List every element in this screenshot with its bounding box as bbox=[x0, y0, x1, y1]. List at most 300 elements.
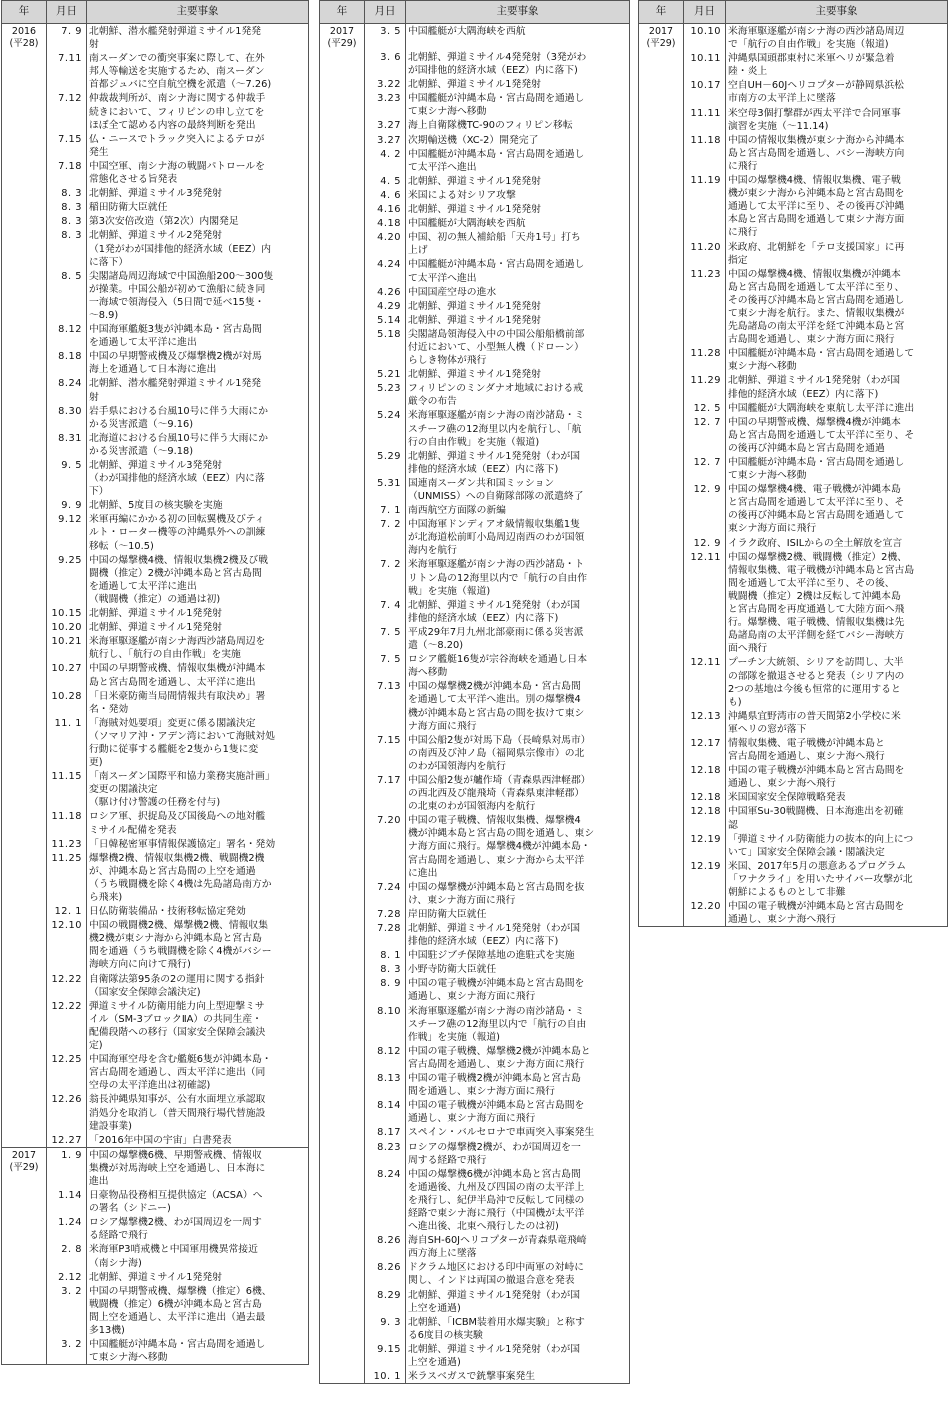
date-cell: 11.18 bbox=[47, 809, 87, 836]
date-cell: 7. 2 bbox=[365, 557, 406, 597]
date-cell: 2.12 bbox=[47, 1270, 87, 1284]
event-text: 中国の戦闘機2機、爆撃機2機、情報収集 機2機が東シナ海から沖縄本島と宮古島 間を通過（うち戦闘機を除く4機がバシー 海峡方向に向けて飛行) bbox=[87, 918, 309, 971]
event-text: 岩手県における台風10号に伴う大雨にか かる災害派遣（〜9.16) bbox=[87, 404, 309, 431]
event-text: スペイン・バルセロナで車両突入事案発生 bbox=[406, 1125, 630, 1139]
year-cell bbox=[2, 431, 47, 458]
event-text: 中国艦艇が沖縄本島・宮古島間を通過し て太平洋へ進出 bbox=[406, 147, 630, 174]
event-text: 米海軍駆逐艦が南シナ海の南沙諸島・ミ スチーフ礁の12海里以内を航行し、「航 行の自由作戦」を実施（報道) bbox=[406, 408, 630, 448]
event-text: 南西航空方面隊の新編 bbox=[406, 503, 630, 517]
event-row bbox=[639, 133, 948, 173]
event-text: 米国による対シリア攻撃 bbox=[406, 188, 630, 202]
date-cell: 9. 3 bbox=[365, 1315, 406, 1342]
event-text: ドクラム地区における印中両軍の対峙に 関し、インドは両国の撤退合意を発表 bbox=[406, 1260, 630, 1287]
event-row bbox=[2, 1052, 309, 1092]
event-row bbox=[2, 91, 309, 131]
date-cell: 12. 7 bbox=[684, 455, 726, 482]
event-text: 中国の電子戦機、情報収集機、爆撃機4 機が沖縄本島と宮古島の間を通過し、東シ ナ海方面に飛行。爆撃機4機が沖縄本島・ 宮古島間を通過し、東シナ海から太平洋 に進出 bbox=[406, 813, 630, 879]
year-cell bbox=[2, 904, 47, 918]
year-cell bbox=[320, 381, 365, 408]
year-header: 年 bbox=[2, 1, 47, 24]
event-row bbox=[639, 899, 948, 927]
event-row bbox=[2, 458, 309, 498]
year-cell bbox=[320, 679, 365, 732]
date-cell: 12.11 bbox=[684, 550, 726, 656]
year-cell bbox=[639, 536, 684, 550]
event-text: 北朝鮮、弾道ミサイル1発発射 bbox=[406, 299, 630, 313]
date-cell: 7.11 bbox=[47, 51, 87, 91]
event-text: 中国の爆撃機2機、戦闘機（推定）2機、 情報収集機、電子戦機が沖縄本島と宮古島 間を通過して太平洋に至り、その後、 戦闘機（推定）2機は反転して沖縄本島 と宮古島間を再度通過して大陸方面へ飛 行。爆撃機、電子戦機、情報収集機は先 島諸島南の太平洋側を経てバシー海峡方 面へ飛行 bbox=[726, 550, 948, 656]
event-row bbox=[2, 809, 309, 836]
date-cell: 12.26 bbox=[47, 1092, 87, 1132]
event-row bbox=[320, 976, 630, 1003]
event-text: 中国の電子戦機が沖縄本島と宮古島間を 通過し、東シナ海へ飛行 bbox=[726, 763, 948, 790]
event-text: 中国艦艇が沖縄本島・宮古島間を通過し て東シナ海へ移動 bbox=[87, 1337, 309, 1365]
event-row bbox=[2, 769, 309, 809]
date-cell: 5.23 bbox=[365, 381, 406, 408]
event-text: 中国の爆撃機4機、電子戦機が沖縄本島 と宮古島間を通過して太平洋に至り、そ の後再び沖縄本島と宮古島間を通過して 東シナ海方面に飛行 bbox=[726, 482, 948, 535]
event-text: 中国の爆撃機4機、情報収集機2機及び戦 闘機（推定）2機が沖縄本島と宮古島間 を通過して太平洋に進出 （戦闘機（推定）の通過は初) bbox=[87, 553, 309, 606]
year-cell bbox=[639, 455, 684, 482]
event-text: 中国、初の無人補給船「天舟1号」打ち 上げ bbox=[406, 230, 630, 257]
event-row bbox=[639, 536, 948, 550]
event-text: 稲田防衛大臣就任 bbox=[87, 200, 309, 214]
event-row bbox=[320, 408, 630, 448]
year-cell bbox=[320, 299, 365, 313]
event-row bbox=[639, 267, 948, 347]
event-row bbox=[2, 214, 309, 228]
event-row bbox=[2, 1337, 309, 1365]
event-row bbox=[639, 401, 948, 415]
date-cell: 12. 7 bbox=[684, 415, 726, 455]
year-cell bbox=[639, 550, 684, 656]
year-cell bbox=[320, 1342, 365, 1369]
year-cell bbox=[2, 553, 47, 606]
event-row bbox=[2, 228, 309, 268]
event-text: 中国公船2隻が対馬下島（長崎県対馬市） の南西及び沖ノ島（福岡県宗像市）の北 のわが国領海内を航行 bbox=[406, 733, 630, 773]
event-row bbox=[320, 174, 630, 188]
event-row bbox=[2, 24, 309, 52]
event-text: 米政府、北朝鮮を「テロ支援国家」に再 指定 bbox=[726, 240, 948, 267]
year-cell bbox=[2, 716, 47, 769]
event-text: ロシア軍、択捉島及び国後島への地対艦 ミサイル配備を発表 bbox=[87, 809, 309, 836]
year-cell bbox=[320, 880, 365, 907]
date-cell: 12.19 bbox=[684, 859, 726, 899]
event-row bbox=[2, 1092, 309, 1132]
event-row bbox=[320, 1044, 630, 1071]
event-text: 北朝鮮、弾道ミサイル3発発射 （わが国排他的経済水域（EEZ）内に落 下） bbox=[87, 458, 309, 498]
event-row bbox=[2, 512, 309, 552]
event-text: 北朝鮮、弾道ミサイル1発発射 bbox=[406, 202, 630, 216]
event-row bbox=[320, 230, 630, 257]
event-text: 北朝鮮、弾道ミサイル1発発射（わが国 上空を通過) bbox=[406, 1288, 630, 1315]
date-cell: 11.28 bbox=[684, 346, 726, 373]
event-row bbox=[320, 1167, 630, 1233]
year-cell bbox=[320, 327, 365, 367]
event-text: 中国の早期警戒機、爆撃機4機が沖縄本 島と宮古島間を通過して太平洋に至り、そ の後再び沖縄本島と宮古島間を通過 bbox=[726, 415, 948, 455]
event-row bbox=[2, 322, 309, 349]
event-text: 中国の電子戦機、爆撃機2機が沖縄本島と 宮古島間を通過し、東シナ海方面に飛行 bbox=[406, 1044, 630, 1071]
event-row bbox=[320, 813, 630, 879]
event-text: 南スーダンでの衝突事案に際して、在外 邦人等輸送を実施するため、南スーダン 首都ジュバに空自航空機を派遣（〜7.26) bbox=[87, 51, 309, 91]
event-row bbox=[320, 679, 630, 732]
year-cell bbox=[639, 804, 684, 831]
event-row bbox=[320, 285, 630, 299]
year-cell bbox=[320, 133, 365, 147]
event-row bbox=[320, 948, 630, 962]
event-row bbox=[2, 1242, 309, 1269]
year-cell bbox=[2, 620, 47, 634]
date-cell: 8.18 bbox=[47, 349, 87, 376]
year-cell bbox=[639, 267, 684, 347]
event-row bbox=[320, 625, 630, 652]
year-cell bbox=[320, 174, 365, 188]
date-cell: 8.26 bbox=[365, 1260, 406, 1287]
year-cell: 2017 (平29) bbox=[639, 24, 684, 52]
event-text: 中国海軍艦艇3隻が沖縄本島・宮古島間 を通過して太平洋に進出 bbox=[87, 322, 309, 349]
event-text: 国連南スーダン共和国ミッション （UNMISS）への自衛隊部隊の派遣終了 bbox=[406, 476, 630, 503]
year-header: 年 bbox=[639, 1, 684, 24]
year-cell bbox=[639, 401, 684, 415]
date-cell: 8.13 bbox=[365, 1071, 406, 1098]
year-cell bbox=[639, 736, 684, 763]
event-row bbox=[320, 449, 630, 476]
date-cell: 12.18 bbox=[684, 804, 726, 831]
event-row bbox=[2, 200, 309, 214]
event-text: 日仏防衛装備品・技術移転協定発効 bbox=[87, 904, 309, 918]
event-text: 平成29年7月九州北部豪雨に係る災害派 遣（〜8.20) bbox=[406, 625, 630, 652]
year-cell bbox=[320, 813, 365, 879]
event-row bbox=[320, 557, 630, 597]
date-cell: 8. 3 bbox=[365, 962, 406, 976]
year-cell bbox=[2, 1270, 47, 1284]
year-cell bbox=[320, 1260, 365, 1287]
event-text: 小野寺防衛大臣就任 bbox=[406, 962, 630, 976]
date-cell: 11. 1 bbox=[47, 716, 87, 769]
date-cell: 9.15 bbox=[365, 1342, 406, 1369]
date-cell: 10.20 bbox=[47, 620, 87, 634]
event-text: 米海軍駆逐艦が南シナ海の西沙諸島周辺 で「航行の自由作戦」を実施（報道) bbox=[726, 24, 948, 52]
year-cell bbox=[320, 408, 365, 448]
date-cell: 3. 2 bbox=[47, 1337, 87, 1365]
year-cell bbox=[320, 188, 365, 202]
event-row bbox=[320, 907, 630, 921]
year-cell bbox=[320, 921, 365, 948]
event-text: 情報収集機、電子戦機が沖縄本島と 宮古島間を通過し、東シナ海へ飛行 bbox=[726, 736, 948, 763]
date-cell: 8.10 bbox=[365, 1004, 406, 1044]
event-row bbox=[320, 1260, 630, 1287]
date-cell: 11.25 bbox=[47, 851, 87, 904]
event-text: 尖閣諸島領海侵入中の中国公船船橋前部 付近において、小型無人機（ドローン） らしき物体が飛行 bbox=[406, 327, 630, 367]
event-text: 中国の早期警戒機、爆撃機（推定）6機、 戦闘機（推定）6機が沖縄本島と宮古島 間上空を通過し、太平洋に進出（過去最 多13機) bbox=[87, 1284, 309, 1337]
date-cell: 4.16 bbox=[365, 202, 406, 216]
event-text: 中国艦艇が沖縄本島・宮古島間を通過し て東シナ海へ移動 bbox=[726, 455, 948, 482]
date-cell: 12. 9 bbox=[684, 482, 726, 535]
date-cell: 4.20 bbox=[365, 230, 406, 257]
year-cell bbox=[320, 625, 365, 652]
date-cell: 12.10 bbox=[47, 918, 87, 971]
date-cell: 9. 9 bbox=[47, 498, 87, 512]
date-cell: 8.31 bbox=[47, 431, 87, 458]
year-cell bbox=[320, 1315, 365, 1342]
date-cell: 8. 3 bbox=[47, 186, 87, 200]
event-row bbox=[639, 78, 948, 105]
date-cell: 3.23 bbox=[365, 91, 406, 118]
date-cell: 8. 9 bbox=[365, 976, 406, 1003]
event-text: 北朝鮮、弾道ミサイル1発発射 bbox=[406, 77, 630, 91]
event-row bbox=[320, 24, 630, 51]
event-text: 中国艦艇が大隅海峡を西航 bbox=[406, 216, 630, 230]
event-row bbox=[320, 367, 630, 381]
year-cell bbox=[320, 1140, 365, 1167]
date-cell: 12.18 bbox=[684, 790, 726, 804]
event-row bbox=[320, 1125, 630, 1139]
year-cell bbox=[2, 809, 47, 836]
event-row bbox=[2, 376, 309, 403]
date-cell: 4.29 bbox=[365, 299, 406, 313]
event-row bbox=[320, 880, 630, 907]
year-cell bbox=[639, 790, 684, 804]
event-row bbox=[320, 652, 630, 679]
year-cell bbox=[2, 51, 47, 91]
date-cell: 5.21 bbox=[365, 367, 406, 381]
event-row bbox=[320, 91, 630, 118]
event-row bbox=[320, 1098, 630, 1125]
event-text: 自衛隊法第95条の2の運用に関する指針 （国家安全保障会議決定) bbox=[87, 972, 309, 999]
event-text: 北朝鮮、弾道ミサイル1発発射 bbox=[406, 174, 630, 188]
date-cell: 7. 5 bbox=[365, 625, 406, 652]
event-text: 「日韓秘密軍事情報保護協定」署名・発効 bbox=[87, 837, 309, 851]
year-cell bbox=[320, 1288, 365, 1315]
date-cell: 9. 5 bbox=[47, 458, 87, 498]
event-text: 海上自衛隊機TC-90のフィリピン移転 bbox=[406, 118, 630, 132]
event-row bbox=[639, 859, 948, 899]
event-row bbox=[2, 837, 309, 851]
event-text: 米空母3個打撃群が西太平洋で合同軍事 演習を実施（〜11.14) bbox=[726, 106, 948, 133]
event-row bbox=[320, 77, 630, 91]
year-cell bbox=[320, 257, 365, 284]
year-cell bbox=[2, 1092, 47, 1132]
date-cell: 8. 3 bbox=[47, 200, 87, 214]
date-header: 月日 bbox=[684, 1, 726, 24]
event-row bbox=[320, 1004, 630, 1044]
year-cell bbox=[320, 517, 365, 557]
event-row bbox=[320, 381, 630, 408]
event-text: 中国の爆撃機6機、早期警戒機、情報収 集機が対馬海峡上空を通過し、日本海に 進出 bbox=[87, 1147, 309, 1188]
event-text: 北朝鮮、弾道ミサイル1発発射（わが国 排他的経済水域（EEZ）内に落下) bbox=[406, 921, 630, 948]
event-text: ロシアの爆撃機2機が、わが国周辺を一 周する経路で飛行 bbox=[406, 1140, 630, 1167]
year-cell bbox=[639, 346, 684, 373]
year-cell bbox=[639, 51, 684, 78]
year-cell bbox=[639, 415, 684, 455]
date-cell: 7.28 bbox=[365, 921, 406, 948]
date-cell: 12.22 bbox=[47, 972, 87, 999]
event-text: 仲裁裁判所が、南シナ海に関する仲裁手 続きにおいて、フィリピンの申し立てを ほぼ全て認める内容の最終判断を発出 bbox=[87, 91, 309, 131]
date-cell: 3. 2 bbox=[47, 1284, 87, 1337]
date-cell: 5.24 bbox=[365, 408, 406, 448]
date-cell: 8.26 bbox=[365, 1233, 406, 1260]
event-row bbox=[2, 349, 309, 376]
event-row bbox=[2, 498, 309, 512]
year-cell bbox=[320, 773, 365, 813]
date-cell: 4.24 bbox=[365, 257, 406, 284]
date-cell: 7.18 bbox=[47, 159, 87, 186]
event-row bbox=[2, 186, 309, 200]
event-text: 「海賊対処要項」変更に係る閣議決定 （ソマリア沖・アデン湾において海賊対処 行動に従事する艦艇を2隻から1隻に変 更) bbox=[87, 716, 309, 769]
year-cell bbox=[639, 240, 684, 267]
event-row bbox=[320, 1071, 630, 1098]
event-row bbox=[320, 202, 630, 216]
year-cell bbox=[639, 859, 684, 899]
event-text: 中国の電子戦機が沖縄本島と宮古島間を 通過し、東シナ海へ飛行 bbox=[726, 899, 948, 927]
event-row bbox=[639, 832, 948, 859]
year-cell bbox=[320, 449, 365, 476]
event-text: 中国の爆撃機4機、情報収集機が沖縄本 島と宮古島間を通過して太平洋に至り、 その後再び沖縄本島と宮古島間を通過し て東シナ海を航行。また、情報収集機が 先島諸島の南太平洋を経て沖縄本島と宮 古島間を通過し、東シナ海方面に飛行 bbox=[726, 267, 948, 347]
date-cell: 7. 2 bbox=[365, 517, 406, 557]
event-row bbox=[639, 763, 948, 790]
event-row bbox=[320, 1140, 630, 1167]
date-cell: 7. 9 bbox=[47, 24, 87, 52]
date-cell: 12.25 bbox=[47, 1052, 87, 1092]
year-cell bbox=[2, 512, 47, 552]
event-row bbox=[320, 216, 630, 230]
year-cell bbox=[320, 1071, 365, 1098]
event-text: 中国軍Su-30戦闘機、日本海進出を初確 認 bbox=[726, 804, 948, 831]
event-text: 尖閣諸島周辺海域で中国漁船200〜300隻 が操業。中国公船が初めて漁船に続き同 一海域で領海侵入（5日間で延べ15隻・ 〜8.9) bbox=[87, 269, 309, 322]
year-cell bbox=[639, 106, 684, 133]
date-cell: 7. 4 bbox=[365, 598, 406, 625]
date-cell: 11.20 bbox=[684, 240, 726, 267]
event-text: 中国艦艇が大隅海峡を東航し太平洋に進出 bbox=[726, 401, 948, 415]
event-text: 北朝鮮、弾道ミサイル3発発射 bbox=[87, 186, 309, 200]
date-cell: 12.18 bbox=[684, 763, 726, 790]
year-cell bbox=[2, 837, 47, 851]
event-row bbox=[2, 620, 309, 634]
year-cell bbox=[320, 652, 365, 679]
event-text: 北朝鮮、弾道ミサイル1発発射 bbox=[87, 1270, 309, 1284]
date-cell: 2. 8 bbox=[47, 1242, 87, 1269]
event-header: 主要事象 bbox=[87, 1, 309, 24]
date-cell: 5.29 bbox=[365, 449, 406, 476]
event-text: 中国艦艇が沖縄本島・宮古島間を通過して 東シナ海へ移動 bbox=[726, 346, 948, 373]
year-cell bbox=[320, 1098, 365, 1125]
year-header: 年 bbox=[320, 1, 365, 24]
date-cell: 12.19 bbox=[684, 832, 726, 859]
date-cell: 7.20 bbox=[365, 813, 406, 879]
year-cell bbox=[320, 598, 365, 625]
event-text: 中国の早期警戒機、情報収集機が沖縄本 島と宮古島間を通過し、太平洋に進出 bbox=[87, 661, 309, 688]
date-cell: 7.12 bbox=[47, 91, 87, 131]
event-row bbox=[2, 51, 309, 91]
event-text: 北朝鮮、弾道ミサイル1発発射（わが国 上空を通過) bbox=[406, 1342, 630, 1369]
event-row bbox=[639, 482, 948, 535]
event-text: 米ラスベガスで銃撃事案発生 bbox=[406, 1369, 630, 1384]
event-row bbox=[2, 1188, 309, 1215]
event-text: 中国の情報収集機が東シナ海から沖縄本 島と宮古島間を通過し、バシー海峡方向 に飛行 bbox=[726, 133, 948, 173]
year-cell bbox=[2, 269, 47, 322]
event-text: 空自UH－60Jヘリコプターが静岡県浜松 市南方の太平洋上に墜落 bbox=[726, 78, 948, 105]
event-text: 沖縄県国頭郡東村に米軍ヘリが緊急着 陸・炎上 bbox=[726, 51, 948, 78]
date-cell: 11.11 bbox=[684, 106, 726, 133]
year-cell bbox=[320, 948, 365, 962]
event-row bbox=[320, 133, 630, 147]
event-text: 北朝鮮、弾道ミサイル1発発射（わが国 排他的経済水域（EEZ）内に落下) bbox=[726, 373, 948, 400]
year-cell bbox=[320, 976, 365, 1003]
event-text: 沖縄県宜野湾市の普天間第2小学校に米 軍ヘリの窓が落下 bbox=[726, 709, 948, 736]
event-row bbox=[639, 106, 948, 133]
year-cell: 2017 (平29) bbox=[320, 24, 365, 51]
date-cell: 8. 1 bbox=[365, 948, 406, 962]
event-row bbox=[2, 1133, 309, 1148]
event-row bbox=[639, 804, 948, 831]
event-text: 北朝鮮、潜水艦発射弾道ミサイル1発発 射 bbox=[87, 24, 309, 52]
date-cell: 8.17 bbox=[365, 1125, 406, 1139]
date-cell: 3.22 bbox=[365, 77, 406, 91]
chronology-table-3 bbox=[638, 0, 948, 927]
year-cell bbox=[320, 230, 365, 257]
event-row bbox=[320, 257, 630, 284]
year-cell bbox=[639, 373, 684, 400]
event-text: 北朝鮮、潜水艦発射弾道ミサイル1発発 射 bbox=[87, 376, 309, 403]
year-cell bbox=[2, 91, 47, 131]
event-row bbox=[2, 606, 309, 620]
event-text: 岸田防衛大臣就任 bbox=[406, 907, 630, 921]
event-text: 中国公船2隻が艫作埼（青森県西津軽郡） の西北西及び龍飛埼（青森県東津軽郡） の北東のわが国領海内を航行 bbox=[406, 773, 630, 813]
date-cell: 7. 1 bbox=[365, 503, 406, 517]
event-row bbox=[639, 24, 948, 52]
event-row bbox=[639, 346, 948, 373]
event-text: 中国艦艇が沖縄本島・宮古島間を通過し て東シナ海へ移動 bbox=[406, 91, 630, 118]
event-row bbox=[320, 1315, 630, 1342]
year-cell bbox=[320, 1044, 365, 1071]
date-cell: 1.24 bbox=[47, 1215, 87, 1242]
year-cell bbox=[2, 1337, 47, 1365]
event-row bbox=[2, 553, 309, 606]
event-text: 中国海軍空母を含む艦艇6隻が沖縄本島・ 宮古島間を通過し、西太平洋に進出（同 空母の太平洋進出は初確認) bbox=[87, 1052, 309, 1092]
date-cell: 4. 6 bbox=[365, 188, 406, 202]
event-text: 北朝鮮、「ICBM装着用水爆実験」と称す る6度目の核実験 bbox=[406, 1315, 630, 1342]
event-text: 中国海軍ドンディアオ級情報収集艦1隻 が北海道松前町小島周辺南西のわが国領 海内を航行 bbox=[406, 517, 630, 557]
event-text: 中国艦艇が沖縄本島・宮古島間を通過し て太平洋へ進出 bbox=[406, 257, 630, 284]
date-cell: 10.10 bbox=[684, 24, 726, 52]
event-row bbox=[639, 790, 948, 804]
year-cell bbox=[2, 159, 47, 186]
event-text: 翁長沖縄県知事が、公有水面埋立承認取 消処分を取消し（普天間飛行場代替施設 建設事業) bbox=[87, 1092, 309, 1132]
event-row bbox=[2, 431, 309, 458]
event-row bbox=[639, 550, 948, 656]
date-cell: 12.11 bbox=[684, 655, 726, 708]
year-cell bbox=[320, 216, 365, 230]
event-row bbox=[320, 476, 630, 503]
date-cell: 12. 9 bbox=[684, 536, 726, 550]
year-cell bbox=[639, 133, 684, 173]
year-cell bbox=[639, 78, 684, 105]
year-cell bbox=[320, 1369, 365, 1384]
event-text: 北朝鮮、弾道ミサイル4発発射（3発がわ が国排他的経済水域（EEZ）内に落下) bbox=[406, 50, 630, 77]
date-header: 月日 bbox=[47, 1, 87, 24]
event-row bbox=[2, 1215, 309, 1242]
event-text: 北朝鮮、弾道ミサイル1発発射 bbox=[87, 620, 309, 634]
year-cell bbox=[2, 132, 47, 159]
event-row bbox=[639, 373, 948, 400]
date-cell: 8.14 bbox=[365, 1098, 406, 1125]
year-cell bbox=[320, 50, 365, 77]
date-cell: 8.12 bbox=[365, 1044, 406, 1071]
year-cell bbox=[2, 918, 47, 971]
event-text: 中国の電子戦機2機が沖縄本島と宮古島 間を通過し、東シナ海方面に飛行 bbox=[406, 1071, 630, 1098]
date-cell: 7.15 bbox=[47, 132, 87, 159]
year-cell bbox=[2, 851, 47, 904]
year-cell: 2016 (平28) bbox=[2, 24, 47, 52]
